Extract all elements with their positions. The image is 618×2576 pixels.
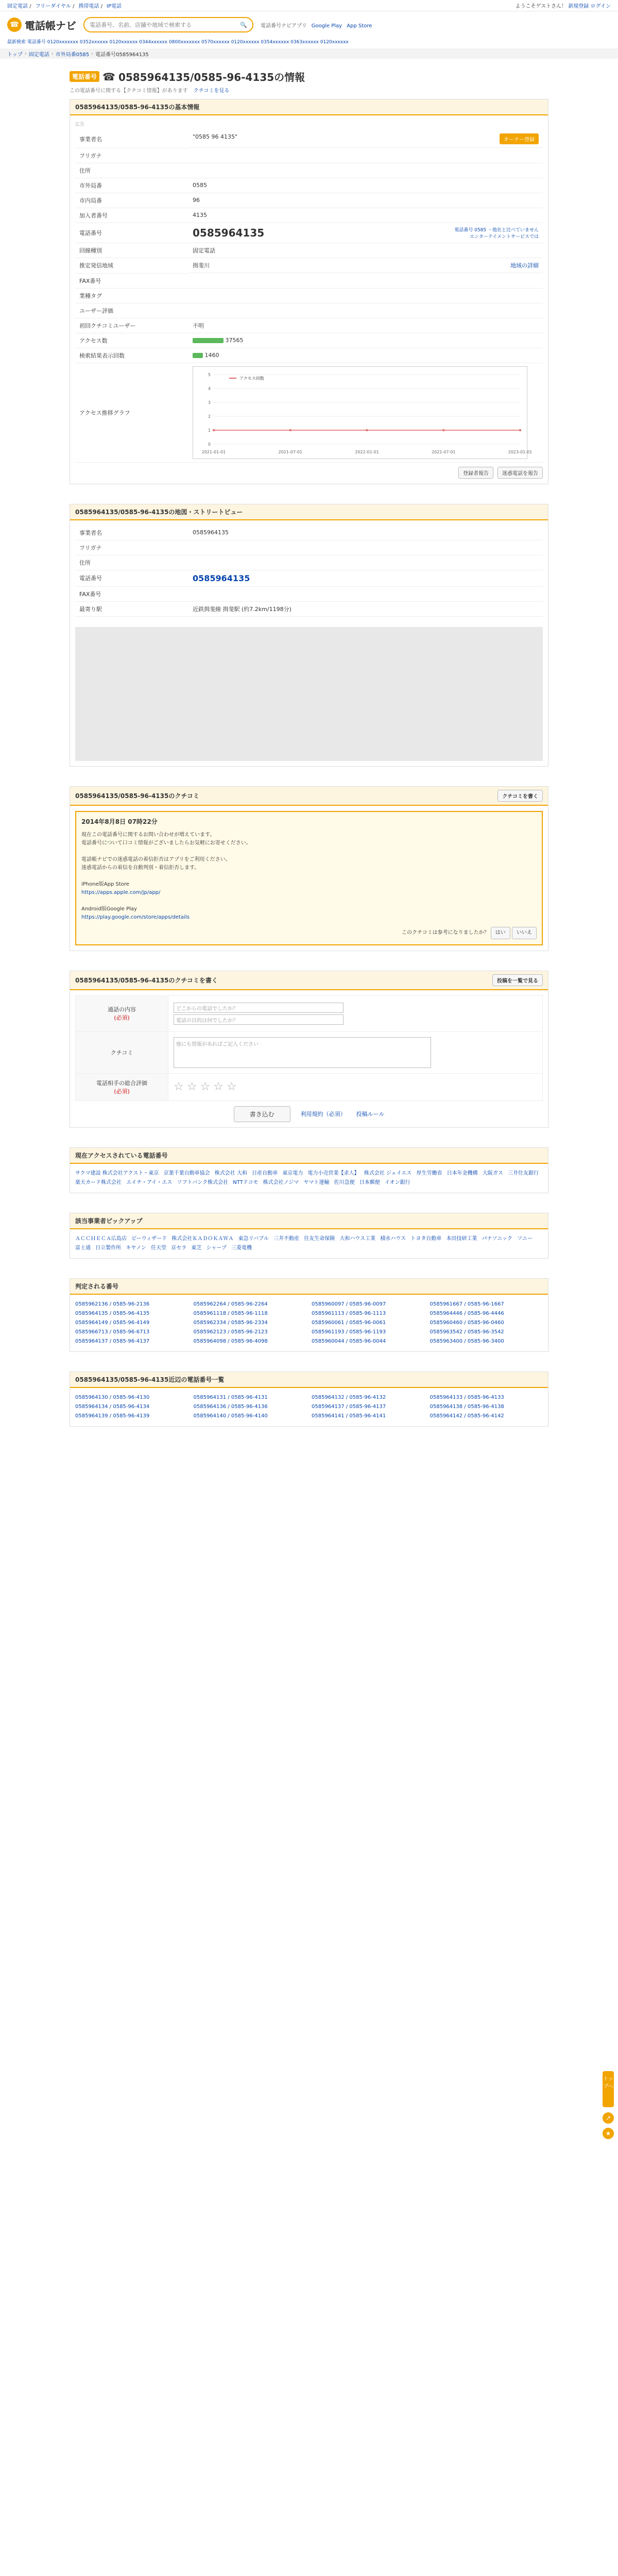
nearby-link-item[interactable]: 0585964140 / 0585-96-4140 xyxy=(193,1413,268,1419)
table-row xyxy=(75,208,543,223)
scroll-top-button[interactable]: トップへ xyxy=(603,2071,614,2107)
number-link-item[interactable]: 0585966713 / 0585-96-6713 xyxy=(75,1329,150,1335)
helpful-no-button[interactable]: いいえ xyxy=(512,927,537,939)
table-row xyxy=(75,318,543,333)
recent-link-item[interactable]: イオン銀行 xyxy=(384,1179,410,1185)
recent-list xyxy=(70,1164,548,1193)
kuchikomi-line: 現在この電話番号に関するお問い合わせが増えています。 xyxy=(81,832,215,838)
table-row xyxy=(75,540,543,555)
row-label: フリガナ xyxy=(75,540,188,555)
data-point xyxy=(289,429,291,431)
recent-link-item[interactable]: 東京電力 xyxy=(282,1170,303,1176)
recent-link-item[interactable]: 三井住友銀行 xyxy=(508,1170,539,1176)
required-mark: (必須) xyxy=(114,1088,130,1095)
welcome-text: ようこそゲストさん！ xyxy=(515,4,567,9)
number-link-item[interactable]: 0585960044 / 0585-96-0044 xyxy=(312,1338,386,1344)
row-label: 電話番号 xyxy=(75,223,188,243)
breadcrumb-areacode[interactable]: 市外局番0585 xyxy=(55,52,90,58)
access-count: 37565 xyxy=(225,337,244,344)
pickup-link-item[interactable]: 積水ハウス xyxy=(380,1235,406,1242)
pickup-link-item[interactable]: トヨタ自動車 xyxy=(410,1235,442,1242)
nearby-link-item[interactable]: 0585964133 / 0585-96-4133 xyxy=(430,1394,504,1400)
pickup-link-item[interactable]: ＡＣＣＨＥＣＡ広島店 xyxy=(75,1235,127,1242)
form-label: 電話相手の総合評価 xyxy=(96,1079,147,1087)
breadcrumb-current: 電話番号0585964135 xyxy=(95,52,149,58)
table-row xyxy=(75,586,543,601)
form-label: 通話の内容 xyxy=(108,1006,136,1013)
recent-link-item[interactable]: 楽天カード株式会社 xyxy=(75,1179,122,1185)
row-value xyxy=(188,148,543,163)
row-label: アクセス推移グラフ xyxy=(75,363,188,462)
x-tick-label: 2022-07-01 xyxy=(432,449,456,454)
basic-info-panel xyxy=(70,99,548,484)
phone-note-1[interactable]: 電話番号 0585 ・他社と比べていません xyxy=(454,227,539,233)
pickup-link-item[interactable]: 本田技研工業 xyxy=(446,1235,477,1242)
nearby-link-item[interactable]: 0585964141 / 0585-96-4141 xyxy=(312,1413,386,1419)
number-link-item[interactable]: 0585962136 / 0585-96-2136 xyxy=(75,1301,150,1307)
breadcrumb-home[interactable]: トップ xyxy=(7,52,23,58)
recent-head: 現在アクセスされている電話番号 xyxy=(70,1148,548,1164)
map-panel xyxy=(70,504,548,767)
kuchikomi-link[interactable]: https://play.google.com/store/apps/details xyxy=(81,914,190,920)
share-icon[interactable]: ↗ xyxy=(603,2112,614,2124)
recent-link-item[interactable]: ソフトバンク株式会社 xyxy=(177,1179,229,1185)
pickup-link-item[interactable]: 株式会社ＫＡＤＯＫＡＷＡ xyxy=(171,1235,234,1242)
row-value xyxy=(188,288,543,303)
nearby-link-item[interactable]: 0585964130 / 0585-96-4130 xyxy=(75,1394,150,1400)
row-label: 最寄り駅 xyxy=(75,601,188,616)
basic-info-head: 0585964135/0585-96-4135の基本情報 xyxy=(70,99,548,115)
nearby-link-item[interactable]: 0585964134 / 0585-96-4134 xyxy=(75,1403,150,1410)
nearby-list xyxy=(70,1388,548,1426)
google-play-link[interactable]: Google Play xyxy=(311,23,342,29)
form-label: クチコミ xyxy=(110,1049,133,1056)
owner-register-button[interactable]: オーナー登録 xyxy=(500,133,539,144)
number-link-item[interactable]: 0585961667 / 0585-96-1667 xyxy=(430,1301,504,1307)
data-point xyxy=(519,429,521,431)
app-label: 電話番号ナビアプリ xyxy=(261,23,307,29)
kuchikomi-date: 2014年8月8日 07時22分 xyxy=(81,818,158,825)
page-subnote-text: この電話番号に関する【クチコミ情報】があります xyxy=(70,88,188,94)
recent-link-item[interactable]: 日産自動車 xyxy=(252,1170,278,1176)
x-tick-label: 2022-01-01 xyxy=(355,449,379,454)
legend-swatch xyxy=(229,378,236,379)
number-link-item[interactable]: 0585964135 / 0585-96-4135 xyxy=(75,1310,150,1316)
row-label: アクセス数 xyxy=(75,333,188,348)
login-link[interactable]: ログイン xyxy=(590,4,611,9)
pickup-link-item[interactable]: ソニー xyxy=(517,1235,533,1242)
kuchikomi-form xyxy=(75,995,543,1101)
nearby-link-item[interactable]: 0585964137 / 0585-96-4137 xyxy=(312,1403,386,1410)
row-label: 検索結果表示回数 xyxy=(75,348,188,363)
row-value xyxy=(188,163,543,178)
topbar-account xyxy=(508,2,611,9)
call-origin-input[interactable]: どこからの電話でしたか？ xyxy=(174,1003,344,1013)
basic-info-table xyxy=(75,130,543,463)
table-row xyxy=(75,555,543,570)
rating-stars[interactable]: ☆☆☆☆☆ xyxy=(174,1080,240,1094)
number-link-item[interactable]: 0585963542 / 0585-96-3542 xyxy=(430,1329,504,1335)
recent-link-item[interactable]: 株式会社 ジェイエス xyxy=(364,1170,412,1176)
recent-link-item[interactable]: 佐川急便 xyxy=(334,1179,355,1185)
number-link-item[interactable]: 0585960097 / 0585-96-0097 xyxy=(312,1301,386,1307)
table-row xyxy=(75,333,543,348)
submit-button[interactable]: 書き込む xyxy=(234,1106,290,1122)
recent-link-item[interactable]: 日本年金機構 xyxy=(447,1170,478,1176)
topbar-links: 固定電話 / フリーダイヤル / 携帯電話 / IP電話 xyxy=(7,4,122,9)
numbers-head: 判定される番号 xyxy=(70,1279,548,1295)
recent-link-item[interactable]: 京葉千葉自動車協会 xyxy=(163,1170,210,1176)
phone-number: 0585964135 xyxy=(193,226,265,239)
table-row xyxy=(75,273,543,288)
row-value xyxy=(188,273,543,288)
row-label: フリガナ xyxy=(75,148,188,163)
numbers-panel xyxy=(70,1278,548,1352)
nearby-head: 0585964135/0585-96-4135近辺の電話番号一覧 xyxy=(70,1372,548,1388)
kuchikomi-panel xyxy=(70,786,548,951)
table-row xyxy=(75,178,543,193)
helpful-question: このクチコミは参考になりましたか？ xyxy=(402,929,489,936)
row-label: FAX番号 xyxy=(75,273,188,288)
number-link-item[interactable]: 0585964137 / 0585-96-4137 xyxy=(75,1338,150,1344)
topbar-link-landline[interactable]: 固定電話 xyxy=(7,4,28,9)
nearby-link-item[interactable]: 0585964142 / 0585-96-4142 xyxy=(430,1413,504,1419)
row-value xyxy=(188,555,543,570)
table-row xyxy=(75,601,543,616)
search-input[interactable] xyxy=(90,22,240,28)
numbers-list xyxy=(70,1295,548,1351)
number-link-item[interactable]: 0585964149 / 0585-96-4149 xyxy=(75,1319,150,1326)
site-logo-text: 電話帳ナビ xyxy=(25,19,76,32)
row-label: 加入者番号 xyxy=(75,208,188,223)
site-logo[interactable] xyxy=(7,18,76,32)
table-row xyxy=(76,1031,543,1073)
header xyxy=(0,11,618,38)
nearby-link-item[interactable]: 0585964132 / 0585-96-4132 xyxy=(312,1394,386,1400)
kuchikomi-line: 電話帳ナビでの迷惑電話の着信拒否はアプリをご利用ください。 xyxy=(81,856,231,862)
row-label: 推定発信地域 xyxy=(75,258,188,274)
table-row xyxy=(76,1073,543,1100)
recent-link-item[interactable]: サクマ建設 株式会社アクスト・東京 xyxy=(75,1170,159,1176)
pickup-link-item[interactable]: 三井不動産 xyxy=(273,1235,300,1242)
nearby-panel xyxy=(70,1371,548,1427)
register-link[interactable]: 新規登録 xyxy=(568,4,589,9)
data-point xyxy=(366,429,368,431)
kuchikomi-textarea[interactable]: 他にも情報があればご記入ください xyxy=(174,1037,431,1068)
recent-panel xyxy=(70,1147,548,1193)
unwanted-call-button[interactable]: 迷惑電話を報告 xyxy=(497,467,543,479)
rules-link[interactable]: 投稿ルール xyxy=(356,1111,385,1118)
nearby-link-item[interactable]: 0585964139 / 0585-96-4139 xyxy=(75,1413,150,1419)
pickup-link-item[interactable]: 京セラ xyxy=(171,1245,187,1251)
map-phone-link[interactable]: 0585964135 xyxy=(193,573,250,583)
row-value: 近鉄揖斐線 揖斐駅 (約7.2km/1198分) xyxy=(188,601,543,616)
recent-link-item[interactable]: 日本郵便 xyxy=(359,1179,380,1185)
number-link-item[interactable]: 0585960460 / 0585-96-0460 xyxy=(430,1319,504,1326)
number-link-item[interactable]: 0585962123 / 0585-96-2123 xyxy=(193,1329,268,1335)
number-link-item[interactable]: 0585962334 / 0585-96-2334 xyxy=(193,1319,268,1326)
pickup-link-item[interactable]: ビーウィザード xyxy=(131,1235,167,1242)
table-row xyxy=(75,570,543,586)
table-row xyxy=(75,193,543,208)
pickup-link-item[interactable]: 任天堂 xyxy=(150,1245,166,1251)
kuchikomi-form-panel xyxy=(70,971,548,1128)
x-tick-label: 2021-01-01 xyxy=(201,449,226,454)
row-value xyxy=(188,586,543,601)
app-store-link[interactable]: App Store xyxy=(347,23,372,29)
y-tick-label: 5 xyxy=(208,372,211,377)
map-view[interactable] xyxy=(75,627,543,761)
access-chart-svg xyxy=(193,367,533,460)
pickup-panel xyxy=(70,1213,548,1259)
number-link-item[interactable]: 0585961113 / 0585-96-1113 xyxy=(312,1310,386,1316)
helpful-yes-button[interactable]: はい xyxy=(491,927,510,939)
bookmark-icon[interactable]: ★ xyxy=(603,2128,614,2139)
app-links xyxy=(261,21,372,29)
page-title-badge: 電話番号 xyxy=(70,71,99,82)
row-value: 不明 xyxy=(188,318,543,333)
search-icon[interactable]: 🔍 xyxy=(240,21,247,28)
kuchikomi-line: iPhone版App Store xyxy=(81,881,129,887)
y-tick-label: 3 xyxy=(208,400,211,405)
number-link-item[interactable]: 0585964098 / 0585-96-4098 xyxy=(193,1338,268,1344)
access-chart xyxy=(193,366,533,459)
form-head: 0585964135/0585-96-4135のクチコミを書く xyxy=(75,976,218,984)
row-value: 0585 xyxy=(188,178,543,193)
pickup-link-item[interactable]: シャープ xyxy=(206,1245,227,1251)
recent-link-item[interactable]: NTTドコモ xyxy=(233,1179,259,1185)
y-tick-label: 2 xyxy=(208,414,211,419)
kuchikomi-link[interactable]: https://apps.apple.com/jp/app/ xyxy=(81,889,161,895)
number-link-item[interactable]: 0585961118 / 0585-96-1118 xyxy=(193,1310,268,1316)
pickup-link-item[interactable]: 住友生命保険 xyxy=(304,1235,335,1242)
pickup-link-item[interactable]: 三菱電機 xyxy=(231,1245,252,1251)
pickup-link-item[interactable]: 東芝 xyxy=(191,1245,202,1251)
topbar-link-freedial[interactable]: フリーダイヤル xyxy=(35,4,71,9)
topbar-link-ip[interactable]: IP電話 xyxy=(107,4,122,9)
table-row xyxy=(75,130,543,148)
table-row xyxy=(75,163,543,178)
kuchikomi-line: 電話番号について口コミ情報がございましたらお気軽にお寄せください。 xyxy=(81,840,251,846)
row-label: 回線種別 xyxy=(75,243,188,258)
row-label: 初回クチコミユーザー xyxy=(75,318,188,333)
number-link-item[interactable]: 0585964446 / 0585-96-4446 xyxy=(430,1310,504,1316)
view-list-button[interactable]: 投稿を一覧で見る xyxy=(492,974,543,986)
number-link-item[interactable]: 0585962264 / 0585-96-2264 xyxy=(193,1301,268,1307)
row-label: 事業者名 xyxy=(75,526,188,540)
number-link-item[interactable]: 0585963400 / 0585-96-3400 xyxy=(430,1338,504,1344)
see-kuchikomi-link[interactable]: クチコミを見る xyxy=(193,88,230,94)
nearby-link-item[interactable]: 0585964131 / 0585-96-4131 xyxy=(193,1394,268,1400)
kuchikomi-line: Android版Google Play xyxy=(81,906,137,912)
recent-link-item[interactable]: 株式会社 大和 xyxy=(214,1170,247,1176)
row-label: 住所 xyxy=(75,163,188,178)
kuchikomi-head: 0585964135/0585-96-4135のクチコミ xyxy=(75,792,199,800)
row-value xyxy=(188,303,543,318)
row-value xyxy=(188,540,543,555)
y-tick-label: 0 xyxy=(208,442,211,447)
legend-label: アクセス回数 xyxy=(239,376,264,381)
topbar-link-mobile[interactable]: 携帯電話 xyxy=(78,4,99,9)
search-box xyxy=(83,17,253,32)
table-row xyxy=(75,223,543,243)
row-value: 揖斐川 xyxy=(193,262,210,269)
kuchikomi-line: 迷惑電話からの着信を自動判別・着信拒否します。 xyxy=(81,865,200,871)
page-title-icon: ☎ xyxy=(102,70,115,83)
row-label: FAX番号 xyxy=(75,586,188,601)
table-row xyxy=(75,258,543,274)
breadcrumb: トップ › 固定電話 › 市外局番0585 › 電話番号0585964135 xyxy=(0,48,618,59)
number-link-item[interactable]: 0585961193 / 0585-96-1193 xyxy=(312,1329,386,1335)
row-label: 住所 xyxy=(75,555,188,570)
table-row xyxy=(75,526,543,540)
row-value: 0585964135 xyxy=(188,526,543,540)
y-tick-label: 4 xyxy=(208,386,211,391)
terms-link[interactable]: 利用規約（必須） xyxy=(300,1111,346,1118)
number-link-item[interactable]: 0585960061 / 0585-96-0061 xyxy=(312,1319,386,1326)
table-row xyxy=(75,348,543,363)
recent-link-item[interactable]: 厚生労働省 xyxy=(416,1170,442,1176)
pickup-link-item[interactable]: 大和ハウス工業 xyxy=(339,1235,376,1242)
recent-link-item[interactable]: 株式会社ノジマ xyxy=(263,1179,299,1185)
breadcrumb-landline[interactable]: 固定電話 xyxy=(28,52,49,58)
row-value: 4135 xyxy=(188,208,543,223)
search-ticker[interactable]: 最新検索 電話番号 0120xxxxxxx 0352xxxxxx 0120xxxxxx 0344xxxxxx 0800xxxxxxx 0570xxxxxx 0120xxxxxx 0354xxxxxx 0363xxxxxx 0120xxxxxx xyxy=(7,40,349,45)
business-name: "0585 96 4135" xyxy=(193,133,238,140)
x-tick-label: 2021-07-01 xyxy=(278,449,302,454)
y-tick-label: 1 xyxy=(208,428,211,433)
area-detail-link[interactable]: 地域の詳細 xyxy=(510,262,539,269)
table-row xyxy=(76,995,543,1031)
row-label: 事業者名 xyxy=(75,130,188,148)
table-row xyxy=(75,288,543,303)
write-kuchikomi-button[interactable]: クチコミを書く xyxy=(497,790,543,802)
row-value: 固定電話 xyxy=(188,243,543,258)
map-table xyxy=(75,526,543,617)
page-title-number: 0585964135/0585-96-4135の情報 xyxy=(118,71,305,83)
data-point xyxy=(442,429,444,431)
kuchikomi-item xyxy=(75,811,543,945)
pickup-link-item[interactable]: 富士通 xyxy=(75,1245,91,1251)
nearby-link-item[interactable]: 0585964138 / 0585-96-4138 xyxy=(430,1403,504,1410)
table-row xyxy=(75,363,543,462)
data-point xyxy=(213,429,215,431)
pickup-link-item[interactable]: 東急リバブル xyxy=(238,1235,269,1242)
page-subnote xyxy=(70,86,548,99)
row-label: 市外局番 xyxy=(75,178,188,193)
map-head: 0585964135/0585-96-4135の地図・ストリートビュー xyxy=(70,504,548,520)
table-row xyxy=(75,303,543,318)
pickup-link-item[interactable]: パナソニック xyxy=(482,1235,512,1242)
required-mark: (必須) xyxy=(114,1014,130,1022)
access-bar xyxy=(193,338,224,343)
row-label: ユーザー評価 xyxy=(75,303,188,318)
phone-note-2[interactable]: エンターテイメントサービスでは xyxy=(470,234,539,240)
topbar xyxy=(0,0,618,11)
row-label: 業種タグ xyxy=(75,288,188,303)
phone-icon: ☎ xyxy=(7,18,22,32)
row-label: 市内局番 xyxy=(75,193,188,208)
recent-link-item[interactable]: エイチ・アイ・エス xyxy=(126,1179,173,1185)
nearby-link-item[interactable]: 0585964136 / 0585-96-4136 xyxy=(193,1403,268,1410)
row-label: 電話番号 xyxy=(75,570,188,586)
registrant-report-button[interactable]: 登録者報告 xyxy=(458,467,493,479)
recent-link-item[interactable]: ヤマト運輸 xyxy=(303,1179,330,1185)
pickup-list xyxy=(70,1229,548,1258)
row-value: 96 xyxy=(188,193,543,208)
recent-link-item[interactable]: 大阪ガス xyxy=(482,1170,503,1176)
x-tick-label: 2023-01-01 xyxy=(508,449,533,454)
search-result-count: 1460 xyxy=(204,352,219,359)
recent-link-item[interactable]: 電力小売営業【求人】 xyxy=(307,1170,359,1176)
pickup-link-item[interactable]: キヤノン xyxy=(126,1245,146,1251)
search-result-bar xyxy=(193,353,203,358)
table-row xyxy=(75,243,543,258)
pickup-head: 該当事業者ピックアップ xyxy=(70,1213,548,1229)
pickup-link-item[interactable]: 日立製作所 xyxy=(95,1245,122,1251)
ad-label: 広告 xyxy=(75,122,85,127)
call-purpose-input[interactable]: 電話の目的は何でしたか？ xyxy=(174,1014,344,1025)
table-row xyxy=(75,148,543,163)
page-title xyxy=(70,64,548,86)
